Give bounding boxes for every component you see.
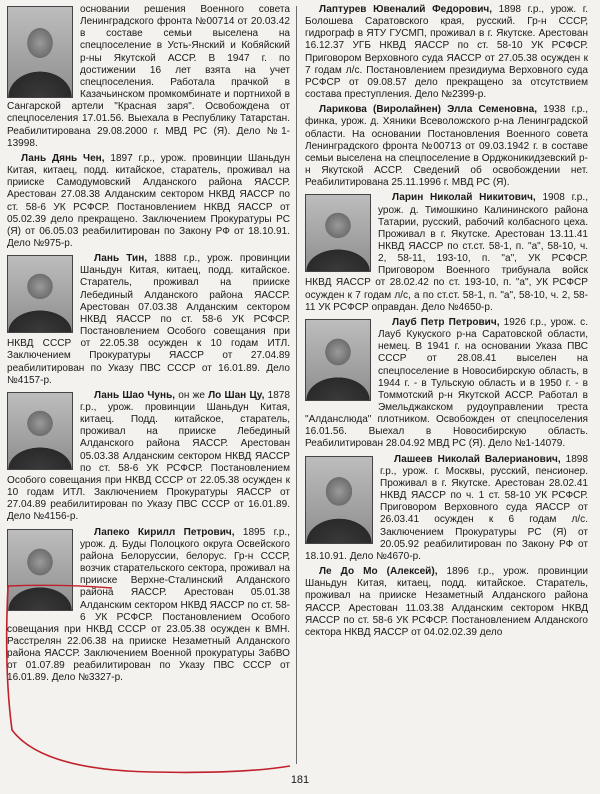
entry-larikova [305, 104, 588, 189]
entry-lan-shao-chun [7, 390, 290, 524]
entry-text: 1898 г.р., урож. г. Болошева Саратовского края, русский. Гр-н СССР, гидрограф в ЯТУ ГУСМП, проживал в г. Якутске. Арестован 16.12.37 УГБ НКВД ЯАССР по ст. 58-10 УК РСФСР. Приговором Верховного суда ЯАССР от 27.05.38 осужден к 7 годам л/с. Постановлением президиума Верховного суда РСФСР от 09.08.57 дело прекращено за отсутствием состава преступления. Дело №2399-р. [305, 4, 588, 101]
entry-le-do-mo [305, 566, 588, 639]
entry-name: Лашеев Николай Валерианович, [394, 453, 561, 465]
entry-name: Ле До Мо (Алексей), [319, 566, 438, 578]
entry-name: Лаптурев Ювеналий Федорович, [319, 4, 493, 15]
entry-text: 1895 г.р., урож. д. Буды Полоцкого округа Освейского района Белоруссии, белорус. Гр-н СССР, возчик старательского сектора, проживал на прииске Верхне-Сталинский Алданского района ЯАССР. Арестован 05.01.38 Алданским сектором НКВД ЯАССР по ст. 58-6 УК РСФСР. Постановлением Особого совещания при НКВД СССР от 23.05.38 осужден к ВМН. Расстрелян 22.06.38 на прииске Незаметный Алданского района ЯАССР. Заключением Военной прокуратуры ЗабВО от 01.07.89 реабилитирован по Указу ПВС СССР от 16.01.89. Дело №3327-р. [7, 526, 290, 684]
portrait-photo [7, 6, 73, 98]
portrait-photo [7, 255, 73, 333]
entry-text: 1896 г.р., урож. провинции Шаньдун Китая, китаец, подд. китайское. Старатель, проживал на прииске Незаметный Алданского района ЯАССР. Арестован 11.03.38 Алданским сектором НКВД ЯАССР по ст. 58-6 УК РСФСР. Постановлением Алданского сектора НКВД ЯАССР от 04.02.02.39 дело [305, 566, 588, 638]
entry-1 [7, 4, 290, 150]
entry-text: 1926 г.р., урож. с. Лауб Кукуского р-на Саратовской области, немец. В 1941 г. на основании Указа ПВС СССР от 28.08.41 выселен на спецпоселение в Новосибирскую область, в 1944 г. - в Тульскую область и в 1950 г. - в Томмотский р-н Якутской АССР. Работал в Эмельджакском рудоуправлении треста "Алданслюда" плотником. Освобожден от спецпоселения 16.01.56. Выехал в Новосибирскую область. Реабилитирован 28.04.92 МВД РС (Я). Дело №1-14079. [305, 316, 588, 450]
entry-text: основании решения Военного совета Ленинградского фронта №00714 от 20.03.42 в составе семьи выселена на спецпоселение в Усть-Янский и Кобяйский р-ны Якутской АССР. В 1947 г. по достижении 16 лет взята на учет спецпоселения. Работала прачкой в Казачьинском промкомбинате и портнихой в Сангарской артели "Красная заря". Освобождена от спецпоселения 17.01.56. Выехала в Республику Татарстан. Реабилитирована 29.08.2000 г. МВД РС (Я). Дело №1-13998. [7, 4, 290, 149]
entry-text: 1898 г.р., урож. г. Москвы, русский, пенсионер. Проживал в г. Якутске. Арестован 28.02.41 НКВД ЯАССР по ч. 1 ст. 58-10 УК РСФСР. Приговором Верховного суда ЯАССР от 26.03.41 осужден к 6 годам л/с. Заключением Прокуратуры РС (Я) от 20.05.92 реабилитирован по Закону РФ от 18.10.91. Дело №4670-р. [305, 453, 588, 562]
entry-text: 1888 г.р., урож. провинции Шаньдун Китая, китаец, подд. китайское. Старатель, проживал на прииске Лебединый Алданского района ЯАССР. Арестован 07.03.38 Алданским сектором НКВД ЯАССР по ст. 58-6 УК РСФСР. Постановлением Особого совещания при НКВД СССР от 22.05.38 осужден к 10 годам ИТЛ. Заключением Прокуратуры ЯАССР от 27.04.89 реабилитирован по Указу ПВС СССР от 16.01.89. Дело №4157-р. [7, 253, 290, 386]
left-column [7, 4, 290, 688]
entry-name-note: он же [175, 389, 209, 401]
entry-name: Лапеко Кирилл Петрович, [94, 526, 235, 538]
entry-larin [305, 192, 588, 314]
entry-lasheev [305, 454, 588, 563]
column-divider [296, 6, 297, 764]
entry-text: 1908 г.р., урож. д. Тимошкино Калининского района Татарии, русский, рабочий колбасного цеха. Проживал в г. Якутске. Арестован 13.11.41 НКВД ЯАССР по ст.ст. 58-1, п. "а", 58-10, ч. 2, 58-11, 193-10, п. "а", УК РСФСР. Приговором Военного трибунала войск НКВД ЯАССР от 28.02.42 по ст. 193-10, п. "а", УК РСФСР осужден к 7 годам л/с, а по ст.ст. 58-1, п. "а", 58-10, ч. 2, 58-11 УК РСФСР оправдан. Дело №4650-р. [305, 192, 588, 313]
entry-text: 1878 г.р., урож. провинции Шаньдун Китая, китаец. Подд. китайское, старатель, проживал на прииске Лебединый Алданского района ЯАССР. Арестован 05.03.38 Алданским сектором НКВД ЯАССР по ст. 58-6 УК РСФСР. Постановлением Особого совещания при НКВД СССР от 22.05.38 осужден к 10 годам ИТЛ. Заключением Прокуратуры ЯАССР от 27.04.89 реабилитирован по Указу ПВС СССР от 16.01.89. Дело №4156-р. [7, 389, 290, 523]
portrait-photo [7, 529, 73, 611]
entry-name: Ларин Николай Никитович, [392, 192, 536, 204]
right-column [305, 4, 588, 642]
portrait-photo [305, 456, 373, 544]
entry-lapeko [7, 527, 290, 685]
entry-name: Лань Шао Чунь, [94, 389, 176, 401]
entry-name: Лауб Петр Петрович, [392, 316, 500, 328]
entry-text: 1938 г.р., финка, урож. д. Хяники Всеволожского р-на Ленинградской области. На основании Постановления Военного совета Ленинградского фронта №00713 от 09.03.1942 г. в составе семьи выселена на спецпоселение в Орджоникидзевский р-н Якутской АССР. Сведений об освобождении нет. Реабилитирована 25.11.1996 г. МВД РС (Я). [305, 104, 588, 189]
entry-lan-dyan-chen [7, 153, 290, 250]
entry-lapturev [305, 4, 588, 101]
entry-name: Лань Тин, [94, 253, 148, 265]
entry-laub [305, 317, 588, 451]
portrait-photo [7, 392, 73, 470]
entry-name: Ларикова (Виролайнен) Элла Семеновна, [319, 104, 538, 116]
entry-alt-name: Ло Шан Цу, [208, 389, 265, 401]
portrait-photo [305, 194, 371, 272]
entry-lan-tin [7, 253, 290, 387]
portrait-photo [305, 319, 371, 401]
entry-name: Лань Дянь Чен, [21, 152, 105, 164]
page-number: 181 [290, 774, 310, 786]
entry-text: 1897 г.р., урож. провинции Шаньдун Китая, китаец, подд. китайское, старатель, проживал на прииске Самодумовский Алданского района ЯАССР. Арестован 27.08.38 Алданским сектором НКВД ЯАССР по ст. 58-6 УК РСФСР. Постановлением НКВД ЯАССР от 05.02.39 дело прекращено. Заключением Прокуратуры РС (Я) от 06.05.03 реабилитирован по Закону РФ от 18.10.91. Дело №975-р. [7, 152, 290, 249]
